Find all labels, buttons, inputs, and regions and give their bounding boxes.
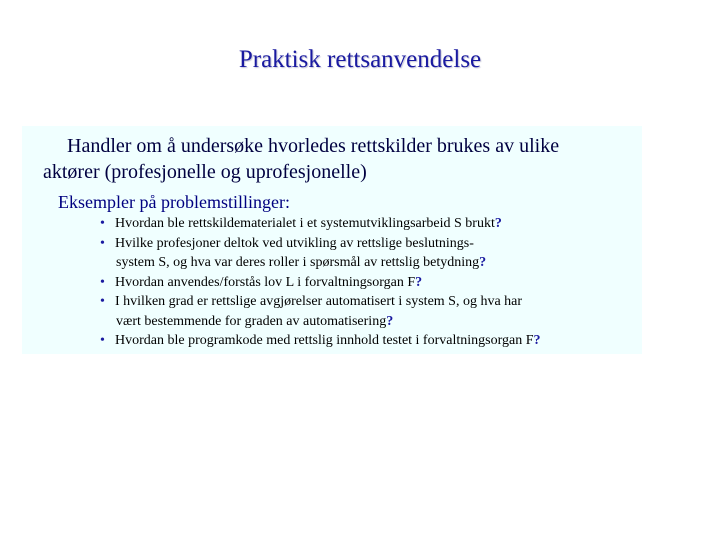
question-text-line-2: system S, og hva var deres roller i spørsmål av rettslig betydning — [116, 255, 480, 270]
question-text-line-1: Hvilke profesjoner deltok ved utvikling av rettslige beslutnings- — [115, 235, 474, 251]
slide-title: Praktisk rettsanvendelse — [238, 46, 482, 73]
list-item — [100, 234, 620, 273]
question-mark: ? — [386, 313, 394, 329]
list-item — [100, 214, 620, 234]
list-item — [100, 331, 620, 351]
intro-line-1: Handler om å undersøke hvorledes rettskilder brukes av ulike — [67, 135, 560, 157]
question-text: Hvordan ble rettskildematerialet i et systemutviklingsarbeid S brukt — [115, 216, 495, 231]
examples-heading: Eksempler på problemstillinger: — [58, 192, 290, 212]
list-item — [100, 273, 620, 293]
question-text: Hvordan anvendes/forstås lov L i forvaltningsorgan F — [115, 274, 416, 290]
question-mark: ? — [479, 255, 487, 270]
bullet-icon: • — [100, 216, 105, 231]
list-item — [100, 292, 620, 331]
bullet-icon: • — [100, 235, 105, 251]
question-mark: ? — [533, 333, 541, 348]
question-mark: ? — [415, 274, 423, 290]
intro-line-2: aktører (profesjonelle og uprofesjonelle) — [43, 161, 367, 183]
question-text: Hvordan ble programkode med rettslig innhold testet i forvaltningsorgan F — [115, 333, 534, 348]
bullet-icon: • — [100, 274, 105, 290]
question-list — [100, 214, 620, 351]
bullet-icon: • — [100, 294, 105, 309]
question-text-line-2: vært bestemmende for graden av automatisering — [116, 313, 387, 329]
question-mark: ? — [494, 216, 502, 231]
bullet-icon: • — [100, 333, 105, 348]
question-text-line-1: I hvilken grad er rettslige avgjørelser automatisert i system S, og hva har — [115, 294, 523, 309]
intro-paragraph — [43, 133, 643, 185]
